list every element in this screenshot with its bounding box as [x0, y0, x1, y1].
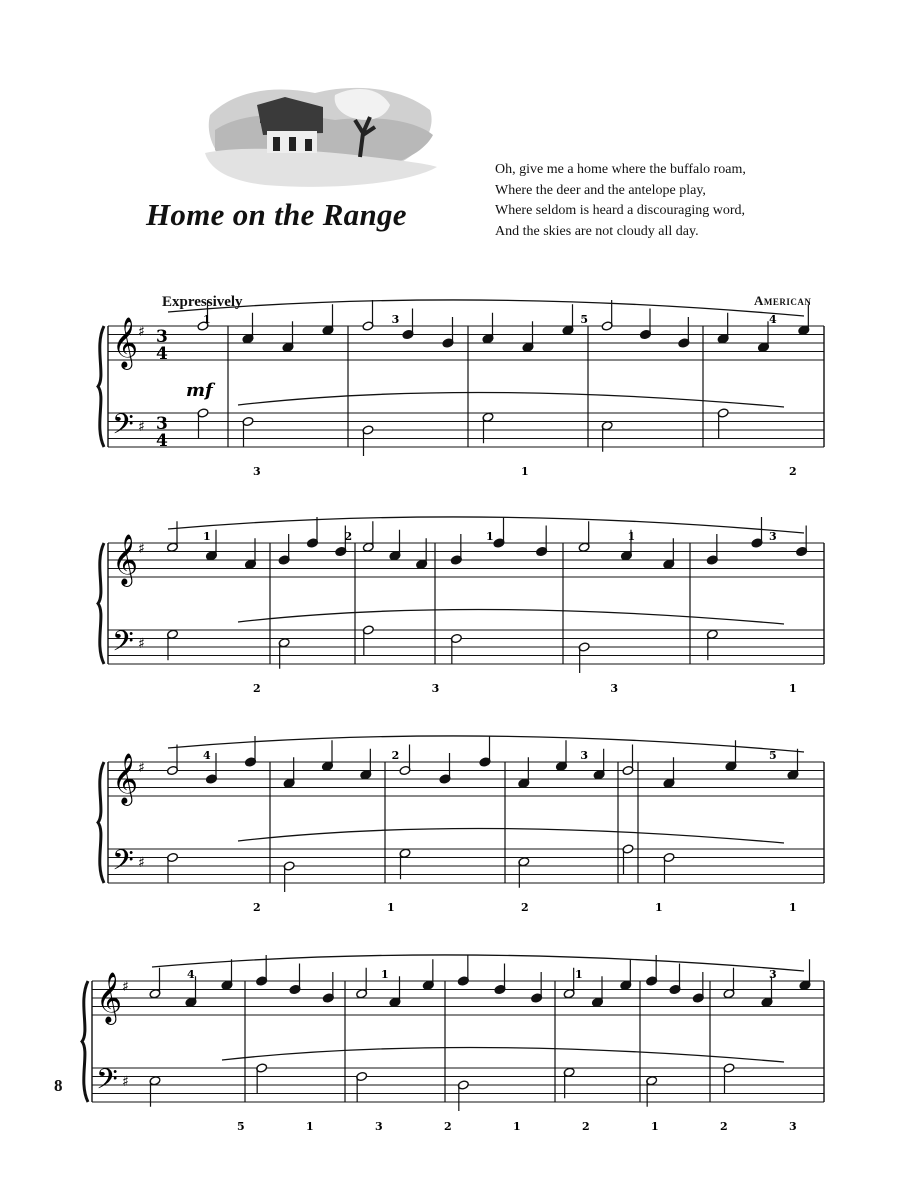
bass-fingering: 2 [521, 901, 529, 914]
treble-fingering: 1 [486, 530, 494, 543]
key-signature-sharp: ♯ [122, 1074, 129, 1090]
key-signature-sharp: ♯ [138, 419, 145, 435]
bass-fingering: 1 [387, 901, 395, 914]
treble-fingering: 5 [580, 313, 588, 326]
treble-fingering: 3 [580, 749, 588, 762]
system-brace [98, 762, 104, 883]
key-signature-sharp: ♯ [138, 324, 145, 340]
bass-fingering: 1 [306, 1120, 314, 1133]
bass-clef: 𝄢 [112, 408, 134, 448]
bass-clef: 𝄢 [112, 625, 134, 665]
composer-credit: American [754, 293, 812, 308]
phrase-slur [222, 1047, 784, 1062]
treble-fingering: 4 [769, 313, 777, 326]
bass-fingering: 1 [789, 682, 797, 695]
time-signature-denominator: 4 [156, 431, 168, 451]
treble-fingering: 4 [203, 749, 211, 762]
phrase-slur [238, 609, 784, 624]
dynamic-marking: mf [186, 380, 213, 401]
bass-fingering: 2 [789, 465, 797, 478]
bass-fingering: 2 [444, 1120, 452, 1133]
system-brace [98, 326, 104, 447]
treble-fingering: 1 [575, 968, 583, 981]
key-signature-sharp: ♯ [138, 636, 145, 652]
bass-fingering: 1 [651, 1120, 659, 1133]
treble-clef: 𝄞 [112, 753, 139, 804]
phrase-slur [238, 828, 784, 843]
treble-fingering: 1 [381, 968, 389, 981]
time-signature-denominator: 4 [156, 344, 168, 364]
key-signature-sharp: ♯ [138, 855, 145, 871]
key-signature-sharp: ♯ [138, 541, 145, 557]
treble-fingering: 3 [769, 530, 777, 543]
treble-clef: 𝄞 [112, 317, 139, 368]
bass-fingering: 3 [253, 465, 261, 478]
bass-clef: 𝄢 [112, 844, 134, 884]
bass-fingering: 1 [513, 1120, 521, 1133]
lyrics-line: And the skies are not cloudy all day. [495, 223, 699, 239]
phrase-slur [238, 392, 784, 407]
page-number: 8 [54, 1076, 63, 1095]
bass-fingering: 3 [789, 1120, 797, 1133]
phrase-slur [168, 300, 804, 316]
treble-clef: 𝄞 [96, 972, 123, 1023]
lyrics-line: Where seldom is heard a discouraging word, [495, 203, 745, 218]
key-signature-sharp: ♯ [138, 760, 145, 776]
treble-fingering: 2 [344, 530, 353, 543]
bass-fingering: 1 [789, 901, 797, 914]
bass-clef: 𝄢 [96, 1063, 118, 1103]
treble-fingering: 3 [769, 968, 777, 981]
bass-fingering: 2 [720, 1120, 728, 1133]
treble-fingering: 4 [187, 968, 195, 981]
bass-fingering: 3 [375, 1120, 383, 1133]
bass-fingering: 5 [237, 1120, 245, 1133]
system-brace [82, 981, 88, 1102]
bass-fingering: 1 [655, 901, 663, 914]
bass-fingering: 1 [521, 465, 529, 478]
phrase-slur [152, 955, 804, 971]
treble-fingering: 2 [391, 749, 400, 762]
treble-fingering: 5 [769, 749, 777, 762]
song-title: Home on the Range [146, 197, 407, 232]
treble-clef: 𝄞 [112, 534, 139, 585]
lyrics-line: Oh, give me a home where the buffalo roam, [495, 162, 746, 177]
bass-fingering: 2 [253, 682, 261, 695]
tempo-marking: Expressively [162, 294, 243, 310]
treble-fingering: 3 [391, 313, 400, 326]
treble-fingering: 1 [203, 530, 211, 543]
lyrics-line: Where the deer and the antelope play, [495, 182, 706, 198]
phrase-slur [168, 736, 804, 752]
bass-fingering: 3 [431, 682, 440, 695]
bass-fingering: 2 [253, 901, 261, 914]
key-signature-sharp: ♯ [122, 979, 129, 995]
system-brace [98, 543, 104, 664]
treble-fingering: 1 [203, 313, 211, 326]
time-signature-numerator: 3 [156, 327, 168, 347]
bass-fingering: 3 [610, 682, 618, 695]
bass-fingering: 2 [582, 1120, 590, 1133]
time-signature-numerator: 3 [156, 414, 168, 434]
treble-fingering: 1 [627, 530, 636, 543]
